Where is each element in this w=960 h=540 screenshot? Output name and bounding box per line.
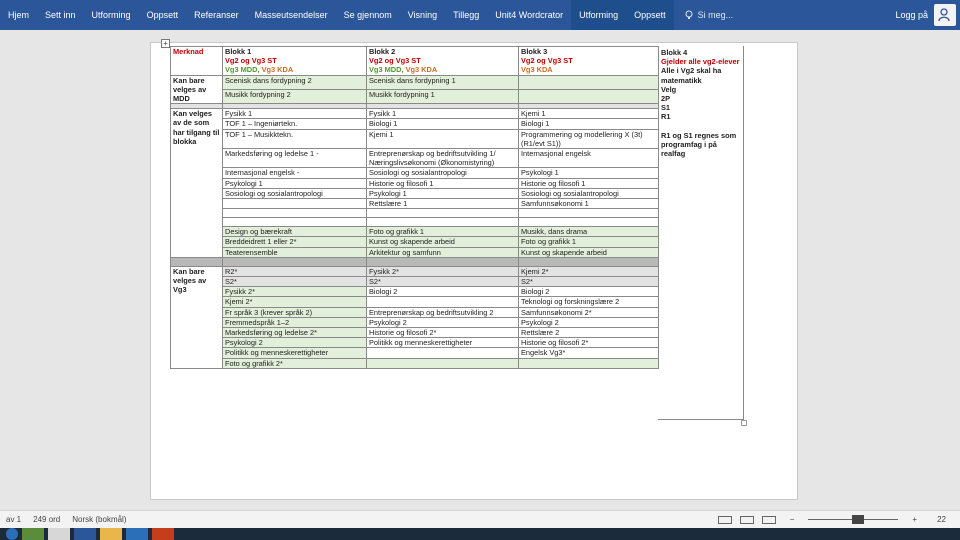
lightbulb-icon — [684, 10, 694, 20]
course-cell[interactable]: Psykologi 1 — [519, 168, 659, 178]
tab-utforming[interactable]: Utforming — [91, 10, 131, 20]
spacer-row — [171, 218, 659, 227]
course-cell[interactable]: Musikk, dans drama — [519, 227, 659, 237]
status-bar — [0, 510, 960, 528]
course-cell[interactable]: Samfunnsøkonomi 1 — [519, 199, 659, 209]
course-cell[interactable]: Politikk og menneskerettigheter — [223, 348, 367, 358]
tell-me-label: Si meg... — [697, 10, 734, 20]
separator-row — [171, 257, 659, 266]
course-cell[interactable] — [519, 89, 659, 103]
tab-hjem[interactable]: Hjem — [8, 10, 30, 20]
course-cell[interactable]: Rettslære 2 — [519, 328, 659, 338]
course-cell[interactable]: Kjemi 1 — [519, 109, 659, 119]
course-cell[interactable]: Kunst og skapende arbeid — [367, 237, 519, 247]
course-cell[interactable]: Rettslære 1 — [367, 199, 519, 209]
tab-se-gjennom[interactable]: Se gjennom — [343, 10, 392, 20]
course-cell[interactable] — [519, 75, 659, 89]
block-vg3-a: Vg3 KDA — [521, 65, 553, 75]
share-button[interactable] — [934, 4, 956, 26]
course-cell[interactable]: S2* — [223, 277, 367, 287]
block4-note: Velg — [661, 84, 677, 94]
course-cell[interactable]: Sosiologi og sosialantropologi — [223, 188, 367, 198]
zoom-thumb[interactable] — [852, 515, 864, 524]
zoom-in-icon[interactable]: + — [912, 515, 918, 524]
block-vg2-vg3: Vg2 og Vg3 ST — [369, 56, 421, 66]
tab-utforming-contextual[interactable]: Utforming — [571, 0, 626, 30]
course-cell[interactable]: Fysikk 2* — [223, 287, 367, 297]
table-row — [171, 119, 659, 129]
tab-visning[interactable]: Visning — [407, 10, 438, 20]
word-icon[interactable] — [74, 528, 96, 540]
course-cell[interactable]: Kjemi 2* — [519, 266, 659, 276]
course-cell[interactable]: Kunst og skapende arbeid — [519, 247, 659, 257]
table-row-vg3 — [171, 307, 659, 317]
separator-cell[interactable] — [223, 257, 367, 266]
course-cell[interactable]: Historie og filosofi 1 — [519, 178, 659, 188]
block4-note — [661, 122, 740, 131]
tell-me-box[interactable] — [674, 0, 734, 30]
block-vg3-line — [521, 65, 656, 74]
course-cell[interactable] — [367, 297, 519, 307]
course-cell[interactable]: Biologi 2 — [367, 287, 519, 297]
course-cell[interactable] — [519, 358, 659, 368]
course-cell[interactable]: Psykologi 1 — [223, 178, 367, 188]
block4-note: Alle i Vg2 skal ha matematikk — [661, 66, 722, 85]
course-cell[interactable]: Fremmedspråk 1–2 — [223, 317, 367, 327]
table-move-handle[interactable]: + — [161, 39, 170, 48]
course-cell[interactable]: TOF 1 – Musikktekn. — [223, 129, 367, 148]
tab-sett-inn[interactable]: Sett inn — [45, 10, 76, 20]
course-cell[interactable]: Fysikk 1 — [223, 109, 367, 119]
separator-cell[interactable] — [367, 257, 519, 266]
block4-note: R1 — [661, 112, 671, 122]
table-row-vg3 — [171, 348, 659, 358]
separator-cell[interactable] — [519, 257, 659, 266]
table-row — [171, 178, 659, 188]
ribbon-tab-bar — [0, 0, 960, 30]
course-cell[interactable] — [223, 199, 367, 209]
course-cell[interactable]: Design og bærekraft — [223, 227, 367, 237]
course-cell[interactable]: Teaterensemble — [223, 247, 367, 257]
course-cell[interactable]: Psykologi 2 — [223, 338, 367, 348]
app-icon[interactable] — [22, 528, 44, 540]
block4-title: Blokk 4 — [661, 48, 688, 57]
block4-notes — [661, 66, 740, 158]
course-cell[interactable]: S2* — [367, 277, 519, 287]
table-row — [171, 109, 659, 119]
language-indicator[interactable]: Norsk (bokmål) — [72, 515, 127, 524]
table-row-vg3 — [171, 358, 659, 368]
table-row-mdd — [171, 75, 659, 89]
table-row-vg3 — [171, 328, 659, 338]
block-vg3-b: Vg3 KDA — [405, 65, 438, 75]
table-row-arts — [171, 227, 659, 237]
table-row-vg3 — [171, 287, 659, 297]
note-vg3[interactable]: Kan bare velges av Vg3 — [171, 266, 223, 368]
table-header-row — [171, 47, 659, 76]
course-cell[interactable]: Markedsføring og ledelse 2* — [223, 328, 367, 338]
spacer-cell[interactable] — [519, 209, 659, 218]
course-cell[interactable]: Kjemi 2* — [223, 297, 367, 307]
block-vg3-a: Vg3 MDD, — [225, 65, 260, 75]
header-block-1[interactable] — [223, 47, 367, 76]
course-cell[interactable]: Sosiologi og sosialantropologi — [367, 168, 519, 178]
course-cell[interactable]: Kjemi 1 — [367, 129, 519, 148]
separator-cell[interactable] — [171, 257, 223, 266]
folder-icon[interactable] — [100, 528, 122, 540]
table-row-arts — [171, 247, 659, 257]
block-title: Blokk 1 — [225, 47, 252, 56]
block-vg3-a: Vg3 MDD, — [369, 65, 404, 75]
course-cell[interactable]: Psykologi 2 — [519, 317, 659, 327]
block-title: Blokk 2 — [369, 47, 396, 56]
block-title: Blokk 3 — [521, 47, 548, 56]
header-block-3[interactable] — [519, 47, 659, 76]
explorer-icon[interactable] — [48, 528, 70, 540]
start-icon[interactable] — [6, 528, 18, 540]
taskbar — [0, 528, 960, 540]
table-row — [171, 149, 659, 168]
powerpoint-icon[interactable] — [152, 528, 174, 540]
block-vg2-vg3: Vg2 og Vg3 ST — [521, 56, 573, 66]
course-cell[interactable]: Sosiologi og sosialantropologi — [519, 188, 659, 198]
course-cell[interactable]: Arkitektur og samfunn — [367, 247, 519, 257]
block-vg3-b: Vg3 KDA — [261, 65, 294, 75]
table-row-vg3 — [171, 317, 659, 327]
table-row-vg3 — [171, 266, 659, 276]
course-cell[interactable]: Engelsk Vg3* — [519, 348, 659, 358]
tab-masseutsendelser[interactable]: Masseutsendelser — [254, 10, 328, 20]
block4-note: R1 og S1 regnes som programfag i på realfag — [661, 130, 737, 159]
course-cell[interactable]: Historie og filosofi 2* — [367, 328, 519, 338]
spacer-cell[interactable] — [223, 218, 367, 227]
note-tilgang[interactable]: Kan velges av de som har tilgang til blokka — [171, 109, 223, 258]
zoom-level[interactable]: 22 — [937, 515, 946, 524]
tab-unit4-wordcrator[interactable]: Unit4 Wordcrator — [495, 10, 564, 20]
ribbon-tabs — [0, 0, 674, 30]
outlook-icon[interactable] — [126, 528, 148, 540]
block-vg3-line — [225, 65, 364, 74]
table-row — [171, 168, 659, 178]
course-cell[interactable]: Fr språk 3 (krever språk 2) — [223, 307, 367, 317]
course-cell[interactable]: Biologi 2 — [519, 287, 659, 297]
course-cell[interactable]: S2* — [519, 277, 659, 287]
tab-tillegg[interactable]: Tillegg — [453, 10, 480, 20]
table-row-vg3 — [171, 277, 659, 287]
course-cell[interactable]: Fysikk 1 — [367, 109, 519, 119]
web-layout-icon[interactable] — [762, 516, 776, 524]
table-resize-handle[interactable] — [741, 420, 747, 426]
header-block-2[interactable] — [367, 47, 519, 76]
block-vg3-line — [369, 65, 516, 74]
spacer-cell[interactable] — [519, 218, 659, 227]
header-merknad[interactable]: Merknad — [171, 47, 223, 76]
course-cell[interactable] — [367, 348, 519, 358]
print-layout-icon[interactable] — [740, 516, 754, 524]
block4-column — [658, 46, 744, 420]
table-row-mdd — [171, 89, 659, 103]
spacer-cell[interactable] — [223, 209, 367, 218]
course-cell[interactable]: Markedsføring og ledelse 1 - — [223, 149, 367, 168]
course-cell[interactable]: Teknologi og forskningslære 2 — [519, 297, 659, 307]
course-cell[interactable]: Fysikk 2* — [367, 266, 519, 276]
course-cell[interactable]: Biologi 1 — [519, 119, 659, 129]
person-icon — [938, 8, 952, 22]
course-cell[interactable]: Psykologi 2 — [367, 317, 519, 327]
spacer-cell[interactable] — [367, 209, 519, 218]
table-row-vg3 — [171, 297, 659, 307]
course-cell[interactable]: Internasjonal engelsk - — [223, 168, 367, 178]
course-cell[interactable]: Foto og grafikk 1 — [519, 237, 659, 247]
word-count[interactable]: 249 ord — [33, 515, 61, 524]
course-cell[interactable]: Programmering og modellering X (3t) (R1/evt S1)) — [519, 129, 659, 148]
note-mdd[interactable]: Kan bare velges av MDD — [171, 75, 223, 104]
block-vg2-vg3: Vg2 og Vg3 ST — [225, 56, 277, 66]
tab-oppsett-contextual[interactable]: Oppsett — [626, 0, 674, 30]
course-cell[interactable]: Psykologi 1 — [367, 188, 519, 198]
course-cell[interactable]: Breddeidrett 1 eller 2* — [223, 237, 367, 247]
tab-oppsett[interactable]: Oppsett — [146, 10, 179, 20]
spacer-row — [171, 209, 659, 218]
course-cell[interactable]: Entreprenørskap og bedriftsutvikling 2 — [367, 307, 519, 317]
table-row — [171, 129, 659, 148]
page-count[interactable]: av 1 — [6, 515, 22, 524]
course-cell[interactable]: Scenisk dans fordypning 1 — [367, 75, 519, 89]
course-cell[interactable]: Biologi 1 — [367, 119, 519, 129]
course-cell[interactable]: Historie og filosofi 1 — [367, 178, 519, 188]
block4-note: 2P — [661, 94, 671, 104]
spacer-cell[interactable] — [367, 218, 519, 227]
table-row-arts — [171, 237, 659, 247]
course-cell[interactable]: Internasjonal engelsk — [519, 149, 659, 168]
table-row — [171, 199, 659, 209]
block4-note: S1 — [661, 103, 671, 113]
login-link[interactable]: Logg på — [895, 10, 928, 20]
course-cell[interactable]: Historie og filosofi 2* — [519, 338, 659, 348]
course-cell[interactable]: Musikk fordypning 1 — [367, 89, 519, 103]
zoom-slider[interactable] — [808, 519, 898, 520]
course-cell[interactable]: Foto og grafikk 2* — [223, 358, 367, 368]
table-row-vg3 — [171, 338, 659, 348]
course-cell[interactable]: TOF 1 – Ingeniørtekn. — [223, 119, 367, 129]
course-cell[interactable]: Foto og grafikk 1 — [367, 227, 519, 237]
block4-subtitle: Gjelder alle vg2-elever — [661, 57, 740, 67]
tab-referanser[interactable]: Referanser — [194, 10, 239, 20]
course-cell[interactable]: Politikk og menneskerettigheter — [367, 338, 519, 348]
course-cell[interactable]: Scenisk dans fordypning 2 — [223, 75, 367, 89]
course-cell[interactable]: Samfunnsøkonomi 2* — [519, 307, 659, 317]
course-cell[interactable]: Entreprenørskap og bedriftsutvikling 1/ Næringslivsøkonomi (Økonomistyring) — [367, 149, 519, 168]
course-block-table[interactable] — [170, 46, 659, 369]
course-cell[interactable]: R2* — [223, 266, 367, 276]
course-cell[interactable] — [367, 358, 519, 368]
zoom-out-icon[interactable]: − — [789, 515, 795, 524]
course-cell[interactable]: Musikk fordypning 2 — [223, 89, 367, 103]
table-row — [171, 188, 659, 198]
read-mode-icon[interactable] — [718, 516, 732, 524]
